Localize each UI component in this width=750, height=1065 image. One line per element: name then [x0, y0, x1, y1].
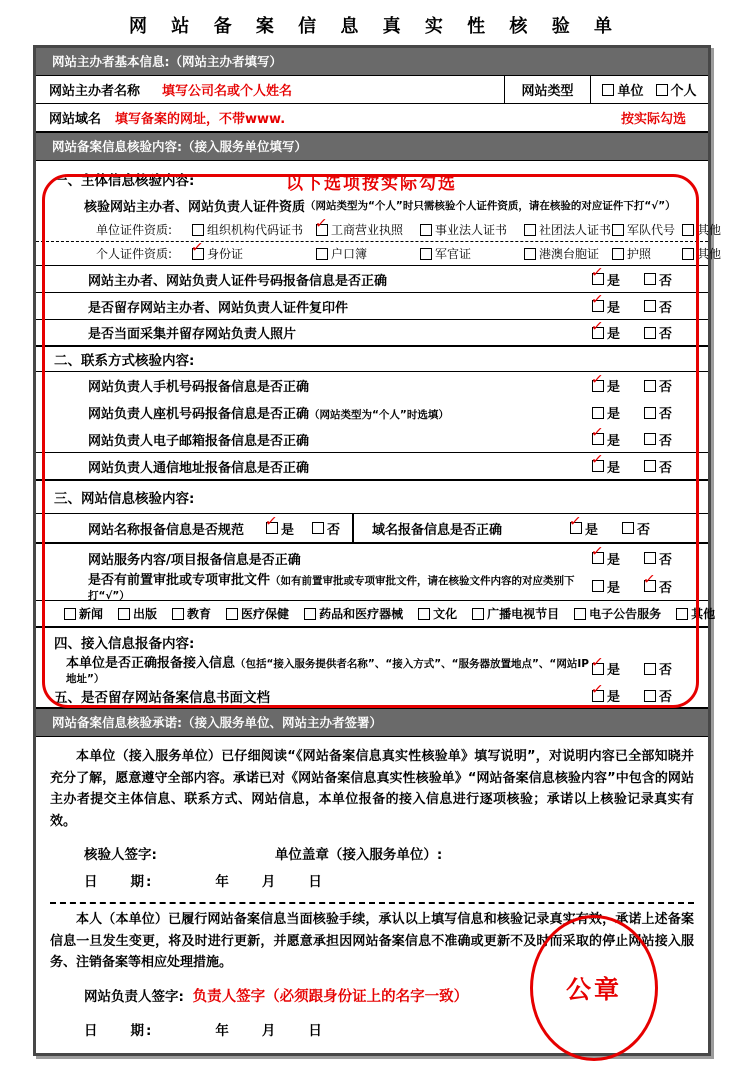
- no-option[interactable]: [622, 519, 650, 538]
- doc-label: 社团法人证书: [539, 223, 612, 237]
- yes-checkbox[interactable]: [266, 522, 278, 534]
- date-row[interactable]: 日 期: 年 月 日: [84, 1022, 324, 1039]
- category-label: 出版: [133, 607, 158, 621]
- yes-checkbox[interactable]: [592, 273, 604, 285]
- doc-option[interactable]: [316, 221, 420, 238]
- section-bar-basic-info: 网站主办者基本信息:（网站主办者填写）: [36, 48, 708, 76]
- yes-option[interactable]: [592, 457, 620, 476]
- yes-no-group: [592, 659, 672, 678]
- yes-label: 是: [606, 380, 620, 395]
- question-label: 网站名称报备信息是否规范: [88, 522, 245, 538]
- category-checkbox[interactable]: [226, 608, 238, 620]
- question-label: 网站负责人手机号码报备信息是否正确: [88, 380, 310, 395]
- no-checkbox[interactable]: [312, 522, 324, 534]
- site-type-option-unit[interactable]: [602, 80, 643, 99]
- no-option[interactable]: [644, 270, 672, 289]
- doc-checkbox[interactable]: [612, 224, 624, 236]
- section5-title: 五、是否留存网站备案信息书面文档: [54, 689, 270, 706]
- no-label: 否: [658, 407, 672, 422]
- responsible-signature-label[interactable]: 网站负责人签字:: [84, 988, 184, 1005]
- section4-title: 四、接入信息报备内容:: [54, 635, 195, 652]
- doc-label: 户口簿: [331, 247, 368, 261]
- no-option[interactable]: [644, 549, 672, 568]
- yes-no-group: [592, 403, 672, 422]
- category-label: 教育: [187, 607, 212, 621]
- doc-label: 军官证: [435, 247, 472, 261]
- doc-checkbox[interactable]: [682, 248, 694, 260]
- yes-label: 是: [584, 522, 598, 538]
- no-checkbox[interactable]: [644, 460, 656, 472]
- section2-title: 二、联系方式核验内容:: [36, 347, 708, 372]
- no-checkbox[interactable]: [644, 433, 656, 445]
- category-label: 医疗保健: [241, 607, 290, 621]
- yes-option[interactable]: [592, 549, 620, 568]
- no-label: 否: [636, 522, 650, 538]
- verifier-signature-row: [84, 843, 696, 863]
- yes-checkbox[interactable]: [592, 300, 604, 312]
- personal-docs-row: [36, 242, 722, 266]
- yes-option[interactable]: [592, 659, 620, 678]
- organizer-name-label: 网站主办者名称: [49, 84, 141, 99]
- no-checkbox[interactable]: [644, 380, 656, 392]
- question-label: 网站负责人通信地址报备信息是否正确: [88, 460, 310, 476]
- category-option[interactable]: [676, 605, 715, 622]
- question-label: [66, 652, 592, 686]
- yes-label: 是: [606, 580, 620, 596]
- doc-checkbox[interactable]: [316, 248, 328, 260]
- personal-label: 个人: [670, 84, 697, 99]
- doc-option[interactable]: [524, 221, 612, 238]
- section-bar-commitment: 网站备案信息核验承诺:（接入服务单位、网站主办者签署）: [36, 707, 708, 737]
- question-label: 是否留存网站主办者、网站负责人证件复印件: [88, 300, 349, 316]
- yes-label: 是: [280, 522, 294, 538]
- date-row[interactable]: 日 期: 年 月 日: [84, 874, 324, 890]
- yes-checkbox[interactable]: [592, 690, 604, 702]
- yes-checkbox[interactable]: [570, 522, 582, 534]
- section-bar-verification: 网站备案信息核验内容:（接入服务单位填写）: [36, 131, 708, 161]
- no-checkbox[interactable]: [622, 522, 634, 534]
- dashed-divider: [50, 902, 694, 904]
- question-label: [88, 403, 449, 422]
- yes-checkbox[interactable]: [592, 580, 604, 592]
- no-label: 否: [658, 690, 672, 705]
- yes-checkbox[interactable]: [592, 407, 604, 419]
- yes-checkbox[interactable]: [592, 460, 604, 472]
- yes-no-group: [592, 323, 672, 342]
- no-label: 否: [658, 663, 672, 678]
- no-label: 否: [658, 552, 672, 568]
- organizer-commitment-paragraph: 本人（本单位）已履行网站备案信息当面核验手续，承认以上填写信息和核验记录真实有效，承诺上述备案信息一旦发生变更，将及时进行更新，并愿意承担因网站备案信息不准确或更新不及时而采取的停止网站接入服务、注销备案等相应处理措施。: [50, 912, 694, 970]
- category-label: 文化: [433, 607, 458, 621]
- question-label: 网站服务内容/项目报备信息是否正确: [88, 552, 301, 568]
- doc-checkbox[interactable]: [682, 224, 694, 236]
- domain-hint: 填写备案的网址，不带www.: [115, 112, 286, 127]
- yes-no-group: [592, 376, 672, 395]
- question-row: [36, 293, 708, 320]
- question-row: [36, 426, 708, 453]
- no-checkbox[interactable]: [644, 663, 656, 675]
- domain-question: [352, 514, 708, 542]
- section3-title: 三、网站信息核验内容:: [36, 481, 708, 514]
- site-type-label: 网站类型: [521, 84, 574, 99]
- no-label: 否: [326, 522, 340, 538]
- yes-option[interactable]: [266, 519, 294, 538]
- question-label-text: 本单位是否正确报备接入信息: [66, 655, 236, 671]
- site-type-option-personal[interactable]: [656, 80, 697, 99]
- question-label: 域名报备信息是否正确: [372, 522, 503, 538]
- doc-option[interactable]: [682, 221, 721, 238]
- section1-intro: [36, 193, 708, 218]
- yes-no-group: [570, 519, 650, 538]
- category-checkbox[interactable]: [574, 608, 586, 620]
- unit-docs-row: [36, 218, 722, 242]
- category-checkbox[interactable]: [118, 608, 130, 620]
- doc-checkbox[interactable]: [316, 224, 328, 236]
- unit-docs-label: 单位证件资质:: [96, 223, 173, 237]
- yes-checkbox[interactable]: [592, 433, 604, 445]
- personal-checkbox[interactable]: [656, 84, 668, 96]
- yes-no-group: [592, 577, 672, 596]
- no-option[interactable]: [644, 376, 672, 395]
- yes-no-group: [592, 686, 672, 705]
- organizer-name-hint: 填写公司名或个人姓名: [162, 84, 293, 99]
- site-type-cell: [504, 76, 590, 103]
- doc-option[interactable]: [420, 221, 524, 238]
- no-option[interactable]: [644, 457, 672, 476]
- yes-label: 是: [606, 300, 620, 316]
- yes-label: 是: [606, 460, 620, 476]
- yes-no-group: [592, 430, 672, 449]
- tick-as-actual-hint: 按实际勾选: [620, 112, 686, 127]
- yes-option[interactable]: [592, 577, 620, 596]
- doc-checkbox[interactable]: [420, 224, 432, 236]
- section5-row: [36, 682, 708, 709]
- category-label: 药品和医疗器械: [319, 607, 404, 621]
- domain-cell: [36, 108, 708, 127]
- question-label: 是否当面采集并留存网站负责人照片: [88, 327, 297, 342]
- doc-option[interactable]: [316, 245, 420, 262]
- no-label: 否: [658, 300, 672, 316]
- section1-title: 一、主体信息核验内容:: [54, 173, 195, 189]
- category-label: 新闻: [79, 607, 104, 621]
- yes-option[interactable]: [592, 403, 620, 422]
- site-type-options-cell: [590, 76, 708, 103]
- doc-checkbox[interactable]: [420, 248, 432, 260]
- question-row: [36, 266, 708, 293]
- no-label: 否: [658, 460, 672, 476]
- unit-label: 单位: [617, 84, 644, 99]
- category-label: 电子公告服务: [589, 607, 662, 621]
- site-name-question: [36, 514, 352, 542]
- category-checkbox[interactable]: [418, 608, 430, 620]
- category-option[interactable]: [118, 605, 157, 622]
- yes-label: 是: [606, 663, 620, 678]
- verification-checklist: [36, 161, 722, 707]
- domain-row: [36, 103, 708, 131]
- yes-no-group: [266, 519, 340, 538]
- doc-option[interactable]: [192, 245, 316, 262]
- no-checkbox[interactable]: [644, 327, 656, 339]
- personal-docs-label: 个人证件资质:: [96, 247, 173, 261]
- question-note: （包括“接入服务提供者名称”、“接入方式”、“服务器放置地点”、“网站IP地址”）: [66, 657, 589, 685]
- yes-option[interactable]: [570, 519, 598, 538]
- doc-label: 其他: [697, 223, 722, 237]
- no-checkbox[interactable]: [644, 273, 656, 285]
- no-option[interactable]: [312, 519, 340, 538]
- category-checkbox[interactable]: [304, 608, 316, 620]
- question-label: [88, 569, 592, 603]
- category-label: 广播电视节目: [487, 607, 560, 621]
- category-checkbox[interactable]: [64, 608, 76, 620]
- category-checkbox[interactable]: [676, 608, 688, 620]
- question-note: （网站类型为“个人”时选填）: [309, 409, 449, 421]
- yes-label: 是: [606, 273, 620, 289]
- yes-checkbox[interactable]: [592, 552, 604, 564]
- no-checkbox[interactable]: [644, 580, 656, 592]
- section1-intro-text: 核验网站主办者、网站负责人证件资质: [84, 200, 306, 215]
- doc-label: 其他: [697, 247, 722, 261]
- question-row: [36, 544, 708, 572]
- yes-option[interactable]: [592, 270, 620, 289]
- organizer-name-row: [36, 76, 708, 103]
- no-checkbox[interactable]: [644, 690, 656, 702]
- unit-checkbox[interactable]: [602, 84, 614, 96]
- yes-checkbox[interactable]: [592, 380, 604, 392]
- verifier-signature-label[interactable]: 核验人签字:: [84, 847, 157, 863]
- doc-label: 港澳台胞证: [539, 247, 600, 261]
- yes-checkbox[interactable]: [592, 327, 604, 339]
- yes-label: 是: [606, 407, 620, 422]
- no-label: 否: [658, 580, 672, 596]
- question-note: （如有前置审批或专项审批文件，请在核验文件内容的对应类别下打“√”）: [88, 575, 575, 602]
- doc-label: 护照: [627, 247, 652, 261]
- question-label-text: 网站负责人座机号码报备信息是否正确: [88, 407, 310, 422]
- isp-commitment-paragraph: 本单位（接入服务单位）已仔细阅读“《网站备案信息真实性核验单》填写说明”，对说明内容已全部知晓并充分了解，愿意遵守全部内容。承诺已对《网站备案信息真实性核验单》“网站备案信息核验内容”中包含的网站主办者提交主体信息、联系方式、网站信息，本单位报备的接入信息进行逐项核验；承诺以上核验记录真实有效。: [50, 749, 694, 829]
- organizer-name-cell: [36, 80, 504, 99]
- yes-option[interactable]: [592, 686, 620, 705]
- category-option[interactable]: [472, 605, 559, 622]
- doc-checkbox[interactable]: [192, 248, 204, 260]
- no-label: 否: [658, 433, 672, 449]
- no-option[interactable]: [644, 323, 672, 342]
- doc-label: 组织机构代码证书: [207, 223, 304, 237]
- question-row: [36, 372, 708, 399]
- doc-checkbox[interactable]: [192, 224, 204, 236]
- official-seal-stamp: 公章: [530, 915, 658, 1061]
- yes-label: 是: [606, 552, 620, 568]
- no-label: 否: [658, 327, 672, 342]
- doc-checkbox[interactable]: [612, 248, 624, 260]
- category-checkbox[interactable]: [172, 608, 184, 620]
- doc-option[interactable]: [192, 221, 316, 238]
- category-label: 其他: [691, 607, 716, 621]
- yes-no-group: [592, 457, 672, 476]
- yes-label: 是: [606, 433, 620, 449]
- yes-option[interactable]: [592, 297, 620, 316]
- category-option[interactable]: [172, 605, 211, 622]
- no-label: 否: [658, 380, 672, 395]
- no-option[interactable]: [644, 403, 672, 422]
- question-row: [36, 453, 708, 481]
- no-label: 否: [658, 273, 672, 289]
- question-label: 网站负责人电子邮箱报备信息是否正确: [88, 433, 310, 449]
- form-title: 网 站 备 案 信 息 真 实 性 核 验 单: [129, 16, 621, 37]
- no-option[interactable]: [644, 686, 672, 705]
- doc-checkbox[interactable]: [524, 224, 536, 236]
- tick-instructions-banner: 以下选项按实际勾选: [286, 174, 457, 194]
- responsible-signature-hint: 负责人签字（必须跟身份证上的名字一致）: [192, 988, 469, 1005]
- split-question-row: [36, 514, 708, 544]
- no-option[interactable]: [644, 577, 672, 596]
- doc-option[interactable]: [682, 245, 721, 262]
- doc-option[interactable]: [612, 221, 682, 238]
- verification-form: [33, 45, 722, 1056]
- no-checkbox[interactable]: [644, 300, 656, 312]
- yes-no-group: [592, 270, 672, 289]
- doc-label: 工商营业执照: [331, 223, 404, 237]
- approval-categories-row: [36, 601, 716, 628]
- no-checkbox[interactable]: [644, 552, 656, 564]
- commitment-section: [36, 737, 708, 1053]
- yes-label: 是: [606, 327, 620, 342]
- no-option[interactable]: [644, 297, 672, 316]
- category-option[interactable]: [304, 605, 403, 622]
- category-option[interactable]: [226, 605, 289, 622]
- category-option[interactable]: [418, 605, 457, 622]
- yes-option[interactable]: [592, 376, 620, 395]
- yes-no-group: [592, 549, 672, 568]
- yes-checkbox[interactable]: [592, 663, 604, 675]
- doc-label: 身份证: [207, 247, 244, 261]
- no-option[interactable]: [644, 430, 672, 449]
- section1-intro-note: （网站类型为“个人”时只需核验个人证件资质，请在核验的对应证件下打“√”）: [305, 200, 676, 212]
- no-checkbox[interactable]: [644, 407, 656, 419]
- doc-label: 事业法人证书: [435, 223, 508, 237]
- category-option[interactable]: [574, 605, 661, 622]
- doc-option[interactable]: [524, 245, 612, 262]
- category-option[interactable]: [64, 605, 103, 622]
- no-option[interactable]: [644, 659, 672, 678]
- question-row: [36, 320, 708, 347]
- yes-option[interactable]: [592, 430, 620, 449]
- question-row: [36, 655, 708, 685]
- doc-label: 军队代号: [627, 223, 676, 237]
- yes-no-group: [592, 297, 672, 316]
- category-checkbox[interactable]: [472, 608, 484, 620]
- doc-option[interactable]: [420, 245, 524, 262]
- question-row: [36, 399, 708, 426]
- yes-option[interactable]: [592, 323, 620, 342]
- question-row: [36, 572, 708, 601]
- yes-label: 是: [606, 690, 620, 705]
- doc-checkbox[interactable]: [524, 248, 536, 260]
- unit-seal-label[interactable]: 单位盖章（接入服务单位）:: [274, 847, 443, 863]
- question-label: 网站主办者、网站负责人证件号码报备信息是否正确: [88, 273, 388, 289]
- doc-option[interactable]: [612, 245, 682, 262]
- domain-label: 网站域名: [49, 112, 102, 127]
- question-label-text: 是否有前置审批或专项审批文件: [88, 573, 271, 588]
